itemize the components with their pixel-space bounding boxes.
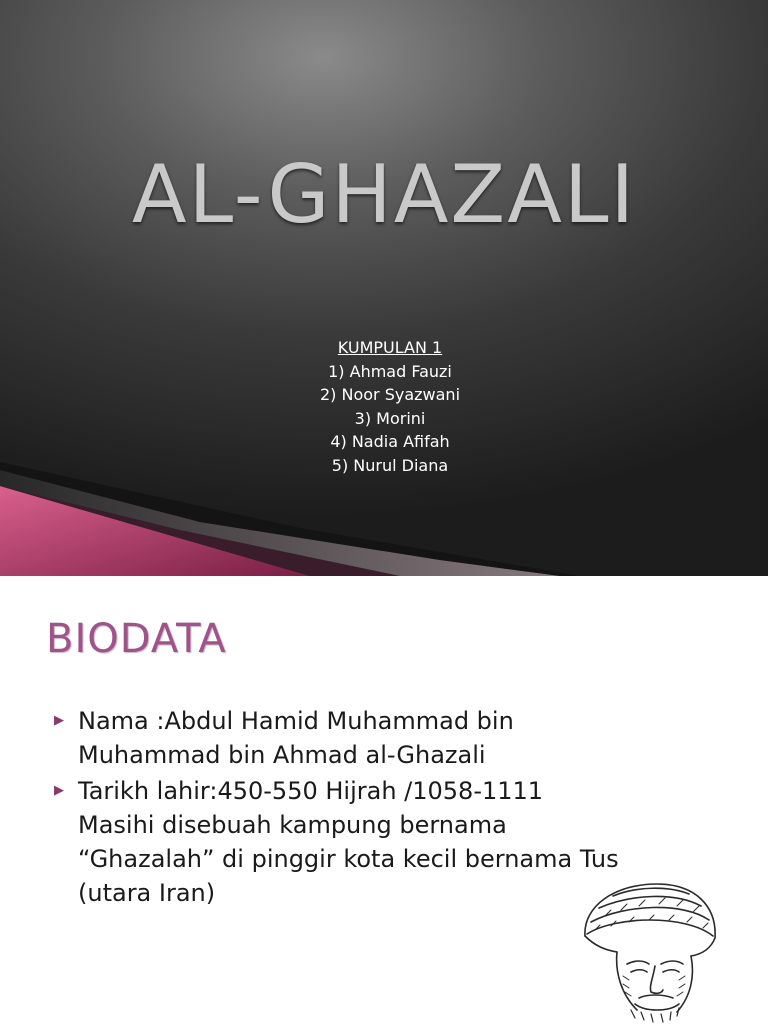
bullet-line: “Ghazalah” di pinggir kota kecil bernama Tus bbox=[78, 845, 619, 873]
presentation-title: AL-GHAZALI bbox=[131, 148, 637, 241]
member-item: 5) Nurul Diana bbox=[331, 455, 449, 475]
group-member-list bbox=[0, 336, 768, 477]
triangle-right-icon: ▶ bbox=[54, 783, 64, 798]
bullet-line: Tarikh lahir:450-550 Hijrah /1058-1111 bbox=[78, 777, 544, 805]
group-label: KUMPULAN 1 bbox=[337, 338, 443, 357]
bullet-line: (utara Iran) bbox=[78, 879, 216, 907]
al-ghazali-portrait-sketch bbox=[565, 876, 735, 1024]
bullet-line: Masihi disebuah kampung bernama bbox=[78, 811, 507, 839]
list-item bbox=[50, 704, 740, 772]
member-item: 2) Noor Syazwani bbox=[319, 385, 461, 404]
bullet-line: Nama :Abdul Hamid Muhammad bin bbox=[78, 707, 514, 735]
triangle-right-icon: ▶ bbox=[54, 713, 64, 728]
slide-heading: BIODATA bbox=[46, 616, 227, 662]
member-item: 4) Nadia Afifah bbox=[330, 432, 450, 451]
biodata-slide bbox=[0, 576, 768, 1024]
bullet-line: Muhammad bin Ahmad al-Ghazali bbox=[78, 741, 486, 769]
member-item: 3) Morini bbox=[354, 408, 426, 428]
member-item: 1) Ahmad Fauzi bbox=[328, 361, 452, 381]
